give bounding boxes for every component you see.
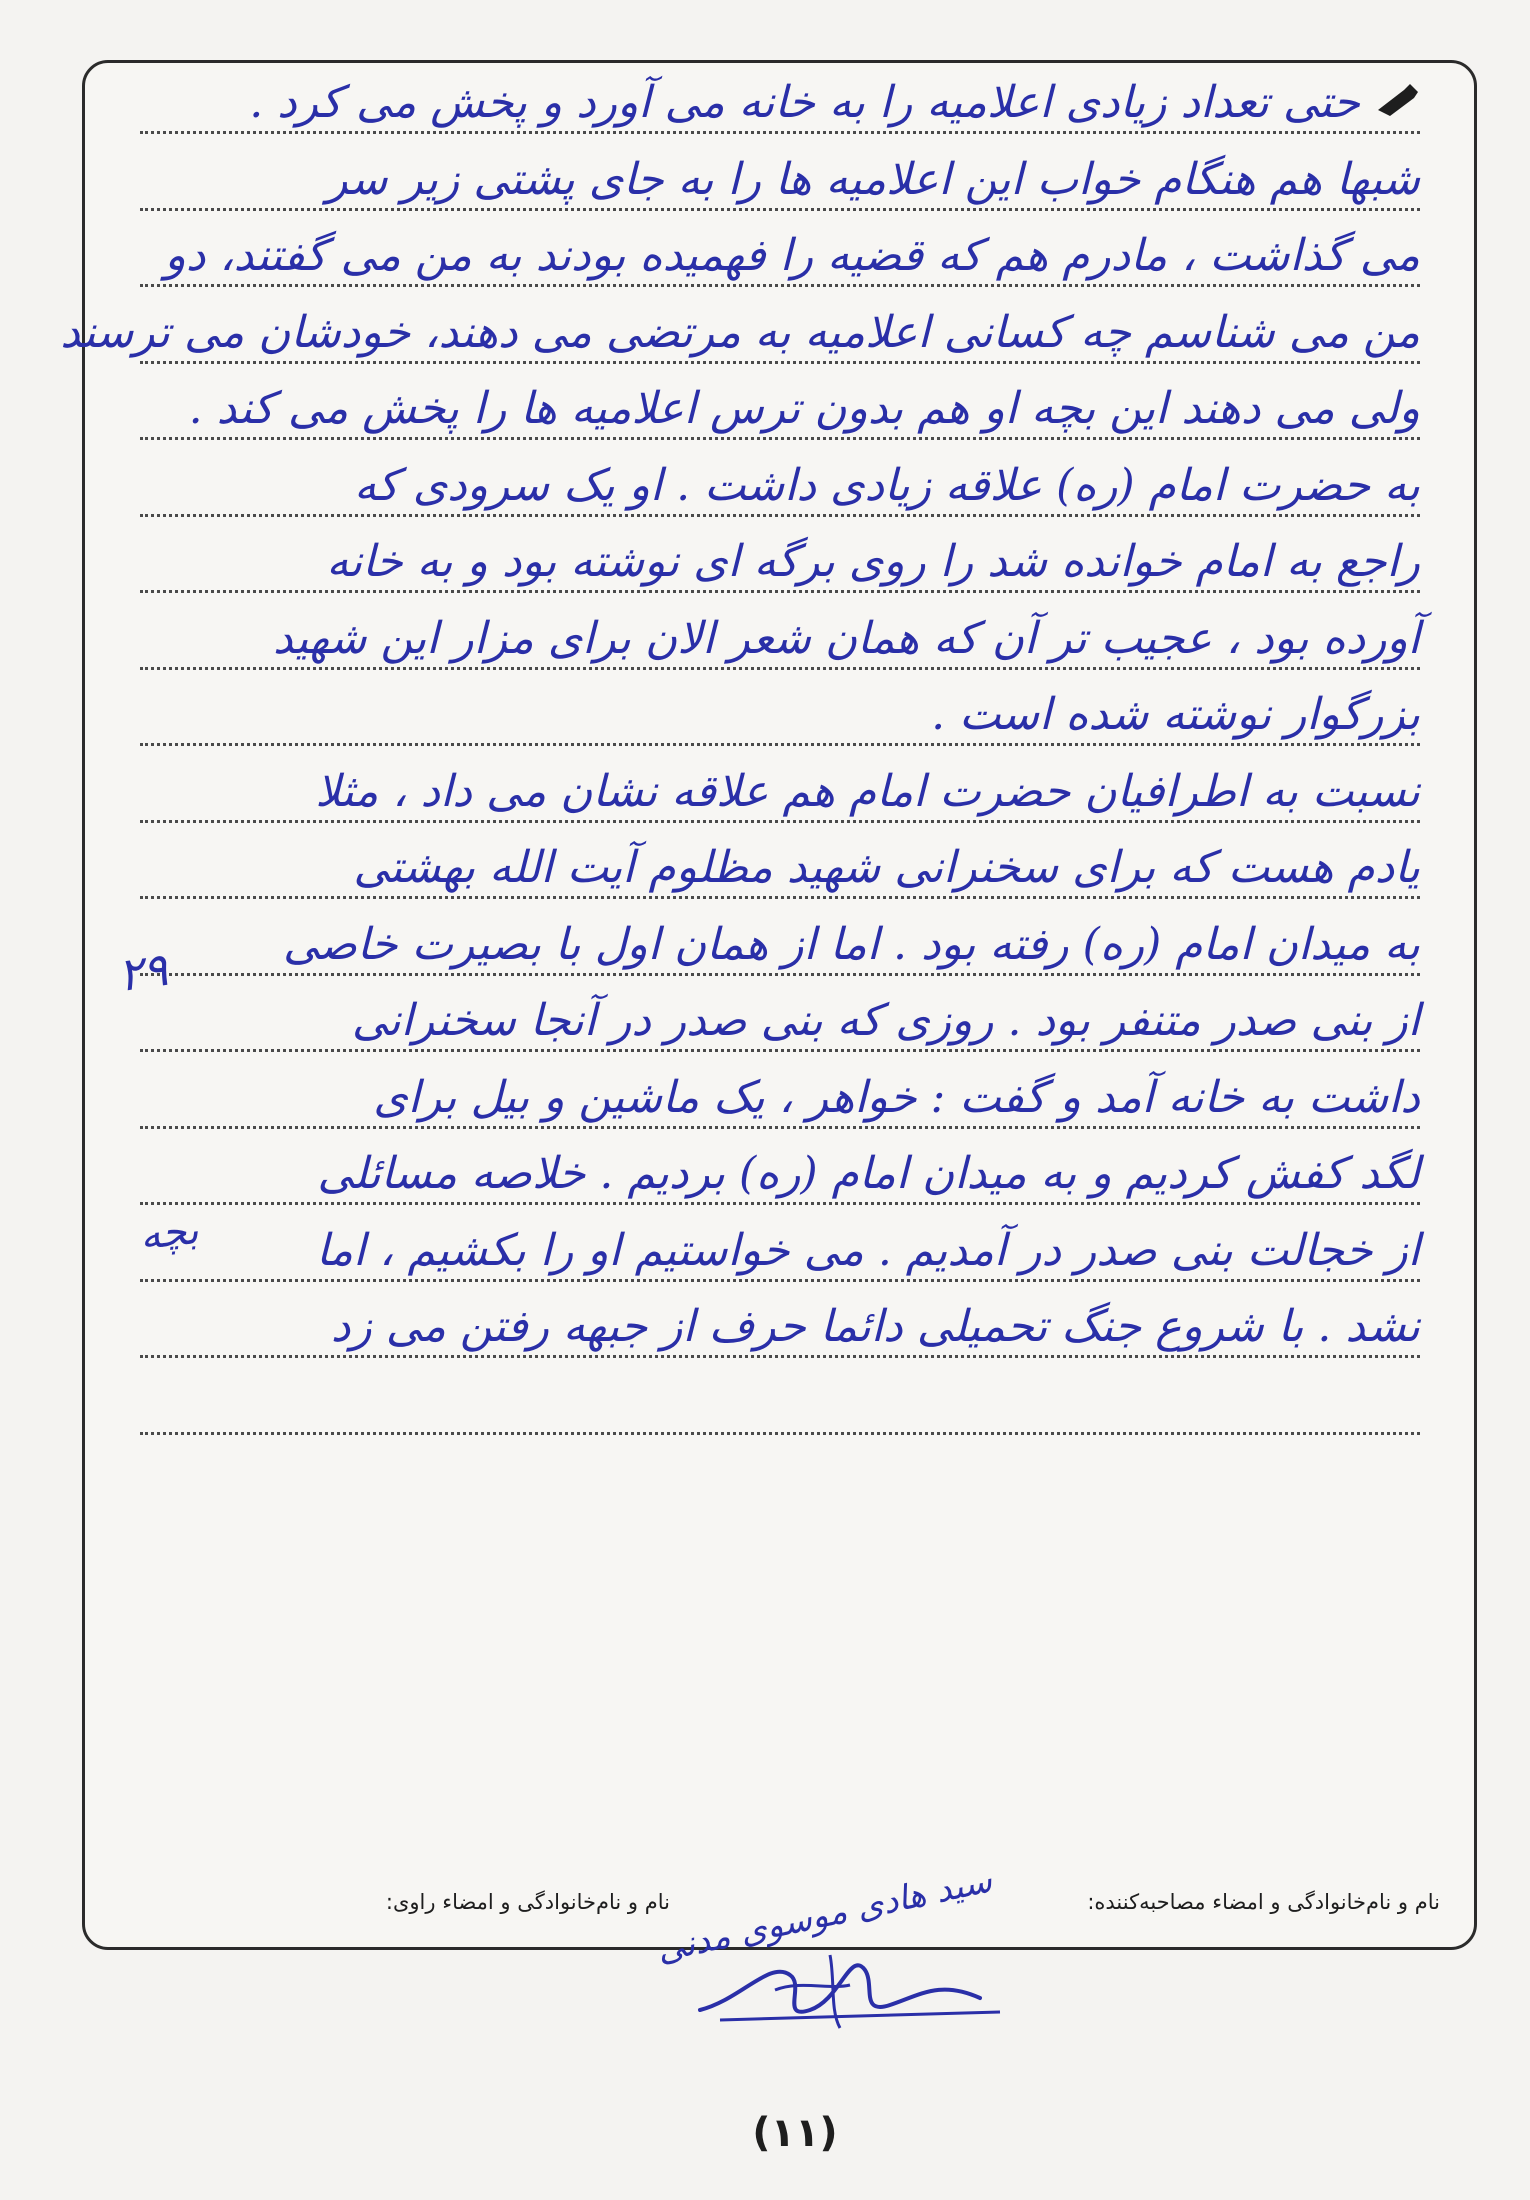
handwritten-line-text: از بنی صدر متنفر بود . روزی که بنی صدر در آنجا سخنرانی	[351, 995, 1420, 1046]
handwritten-line-text: لگد کفش کردیم و به میدان امام (ره) بردیم . خلاصه مسائلی	[317, 1148, 1420, 1199]
handwritten-line-text: از خجالت بنی صدر در آمدیم . می خواستیم او را بکشیم ، اما	[316, 1224, 1420, 1276]
handwritten-line-text: راجع به امام خوانده شد را روی برگه ای نوشته بود و به خانه	[326, 536, 1420, 587]
pen-marker-icon	[1374, 80, 1420, 120]
line-row	[140, 383, 1420, 440]
line-row	[140, 1148, 1420, 1205]
line-row	[140, 689, 1420, 746]
narrator-label: نام و نام‌خانوادگی و امضاء راوی:	[385, 1890, 670, 1914]
handwritten-line-text: داشت به خانه آمد و گفت : خواهر ، یک ماشین و بیل برای	[373, 1071, 1420, 1123]
handwritten-line-text: بزرگوار نوشته شده است .	[931, 689, 1420, 740]
line-row	[140, 995, 1420, 1052]
line-row	[140, 612, 1420, 670]
line-row	[140, 230, 1420, 287]
line-row	[140, 1399, 1420, 1435]
handwritten-line-text: من می شناسم چه کسانی اعلامیه به مرتضی می دهند، خودشان می ترسند	[60, 306, 1420, 358]
line-row	[140, 459, 1420, 517]
handwritten-line-text: شبها هم هنگام خواب این اعلامیه ها را به جای پشتی زیر سر	[326, 153, 1420, 205]
handwritten-line-text: آورده بود ، عجیب تر آن که همان شعر الان برای مزار این شهید	[272, 612, 1420, 664]
line-row	[60, 306, 1420, 364]
handwritten-line-text: می گذاشت ، مادرم هم که قضیه را فهمیده بودند به من می گفتند، دو	[164, 230, 1420, 281]
line-row	[140, 765, 1420, 823]
line-row	[140, 842, 1420, 899]
line-row	[140, 1301, 1420, 1358]
interviewer-name: سید هادی موسوی مدنی	[653, 1860, 996, 1971]
line-row	[140, 77, 1420, 134]
margin-note-top: ۲۹	[114, 941, 171, 1003]
handwritten-line-text: به حضرت امام (ره) علاقه زیادی داشت . او یک سرودی که	[354, 459, 1420, 511]
page-number: (۱۱)	[752, 2110, 838, 2156]
handwritten-line-text: ولی می دهند این بچه او هم بدون ترس اعلامیه ها را پخش می کند .	[188, 383, 1420, 434]
line-row	[140, 918, 1420, 976]
handwritten-line-text: به میدان امام (ره) رفته بود . اما از همان اول با بصیرت خاصی	[282, 918, 1420, 970]
line-row	[140, 1071, 1420, 1129]
handwritten-line-text: یادم هست که برای سخنرانی شهید مظلوم آیت الله بهشتی	[353, 842, 1420, 893]
handwritten-line-text: حتی تعداد زیادی اعلامیه را به خانه می آورد و پخش می کرد .	[249, 77, 1360, 128]
line-row	[140, 536, 1420, 593]
line-row	[140, 153, 1420, 211]
handwritten-line-text: نسبت به اطرافیان حضرت امام هم علاقه نشان می داد ، مثلا	[315, 765, 1420, 817]
interviewer-label: نام و نام‌خانوادگی و امضاء مصاحبه‌کننده:	[1087, 1890, 1440, 1914]
margin-note-left: بچه	[137, 1207, 201, 1259]
signature	[680, 1940, 1020, 2040]
handwritten-line-text: نشد . با شروع جنگ تحمیلی دائما حرف از جبهه رفتن می زد	[330, 1301, 1420, 1352]
